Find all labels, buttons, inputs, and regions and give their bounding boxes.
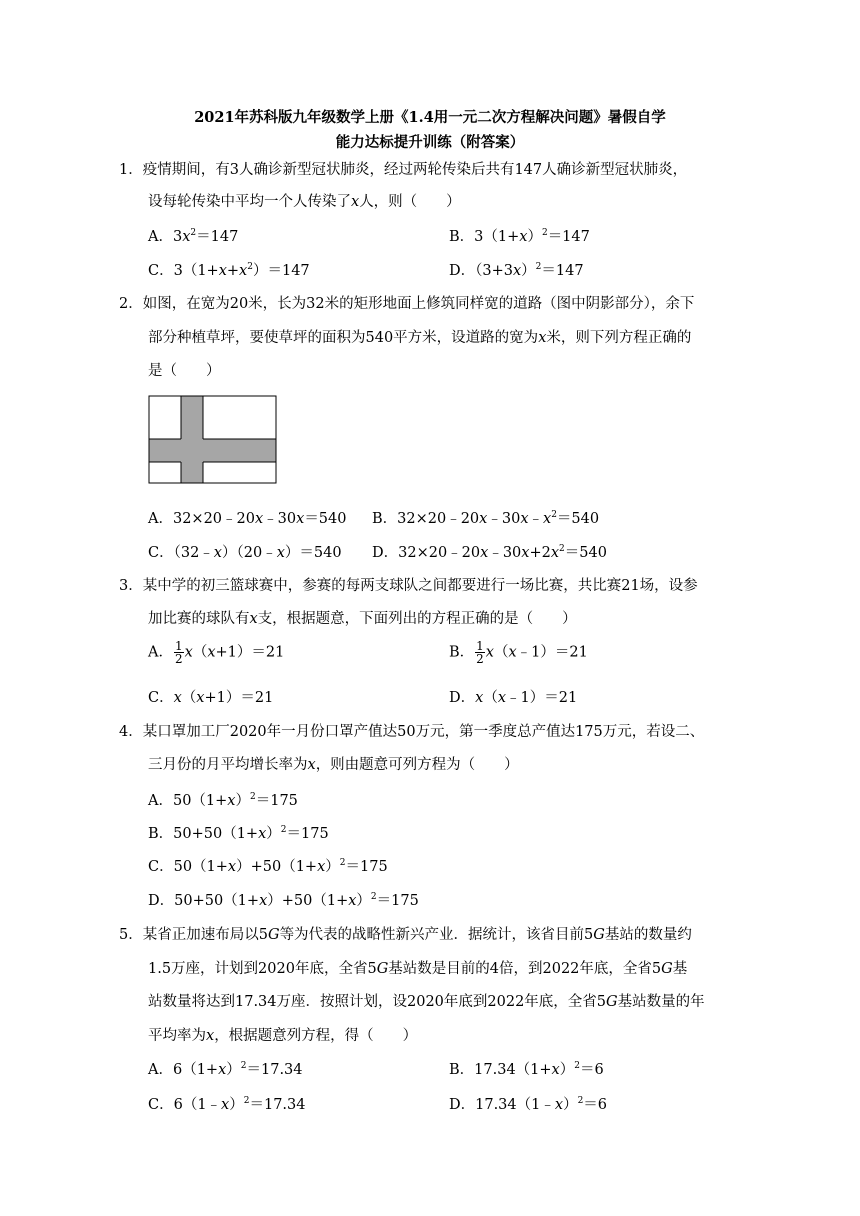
question-3-stem-line1: 3．某中学的初三篮球赛中，参赛的每两支球队之间都要进行一场比赛，共比赛21场，设参 [119,578,698,594]
question-2-option-d: D．$32\times 20﹣20x﹣30x+2x^2=540$ [372,544,607,561]
question-1-option-b: B．$3(1+x)^2=147$ [449,228,590,245]
question-2-option-c: C．（32﹣x）（20﹣x）＝540 [148,545,342,561]
question-4-option-a: A．$50(1+x)^2=175$ [148,792,298,809]
question-3-option-b: B． $\frac{1}{2}$ x（x﹣1）＝21 [449,639,588,666]
question-4-stem-line1: 4．某口罩加工厂2020年一月份口罩产值达50万元，第一季度总产值达175万元，若设二、 [119,724,705,740]
question-3-stem-line2: 加比赛的球队有x支，根据题意，下面列出的方程正确的是（ ） [148,611,577,627]
question-5-option-b: B．$17.34(1+x)^2=6$ [449,1061,604,1078]
question-5-stem-line1: 5．某省正加速布局以5G等为代表的战略性新兴产业．据统计，该省目前5G基站的数量约 [119,927,692,943]
question-5-stem-line4: 平均率为x，根据题意列方程，得（ ） [148,1028,418,1044]
question-4-option-d: D．$50+50(1+x)+50(1+x)^2=175$ [148,892,419,909]
question-4-stem-line2: 三月份的月平均增长率为x，则由题意可列方程为（ ） [148,757,519,773]
fraction-one-half: $\frac{1}{2}$ [174,639,183,666]
question-5-stem-line3: 站数量将达到17.34万座．按照计划，设2020年底到2022年底，全省5G基站数量的年 [148,994,705,1010]
question-2-option-b: B．$32\times 20﹣20x﹣30x﹣x^2=540$ [372,510,600,527]
road-rectangle-figure [148,395,278,485]
question-2-stem-line2: 部分种植草坪，要使草坪的面积为540平方米，设道路的宽为x米，则下列方程正确的 [148,330,692,346]
question-3-option-c: C．x（x+1）＝21 [148,690,274,706]
document-title-line1: 2021年苏科版九年级数学上册《1.4用一元二次方程解决问题》暑假自学 [194,109,666,126]
question-1-option-c: C．$3(1+x+x^2)=147$ [148,262,310,279]
question-5-option-c: C．6（1﹣x）$^2$＝17.34 [148,1096,306,1113]
question-5-option-a: A．$6(1+x)^2=17.34$ [148,1061,303,1078]
question-4-option-c: C．$50(1+x)+50(1+x)^2=175$ [148,858,388,875]
document-title-line2: 能力达标提升训练（附答案） [335,134,525,151]
question-5-option-d: D．17.34（1﹣x）$^2$＝6 [449,1096,608,1113]
question-1-stem-line1: 1．疫情期间，有3人确诊新型冠状肺炎，经过两轮传染后共有147人确诊新型冠状肺炎， [119,162,688,178]
question-3-option-a: A． $\frac{1}{2}$ x（x+1）＝21 [148,639,285,666]
question-1-option-d: D．$(3+3x)^2=147$ [449,262,584,279]
question-2-stem-line3: 是（ ） [148,363,221,379]
question-2-option-a: A．32×20﹣20x﹣30x＝540 [148,511,347,527]
question-5-stem-line2: 1.5万座，计划到2020年底，全省5G基站数是目前的4倍，到2022年底，全省5G基 [148,961,688,977]
horizontal-road [149,439,276,462]
fraction-one-half: $\frac{1}{2}$ [476,639,484,666]
question-2-stem-line1: 2．如图，在宽为20米，长为32米的矩形地面上修筑同样宽的道路（图中阴影部分），余下 [119,296,695,312]
question-3-option-d: D．x（x﹣1）＝21 [449,690,578,706]
question-1-option-a: A．$3x^2=147$ [148,228,239,245]
question-1-stem-line2: 设每轮传染中平均一个人传染了x人，则（ ） [148,194,461,210]
question-4-option-b: B．$50+50(1+x)^2=175$ [148,825,329,842]
